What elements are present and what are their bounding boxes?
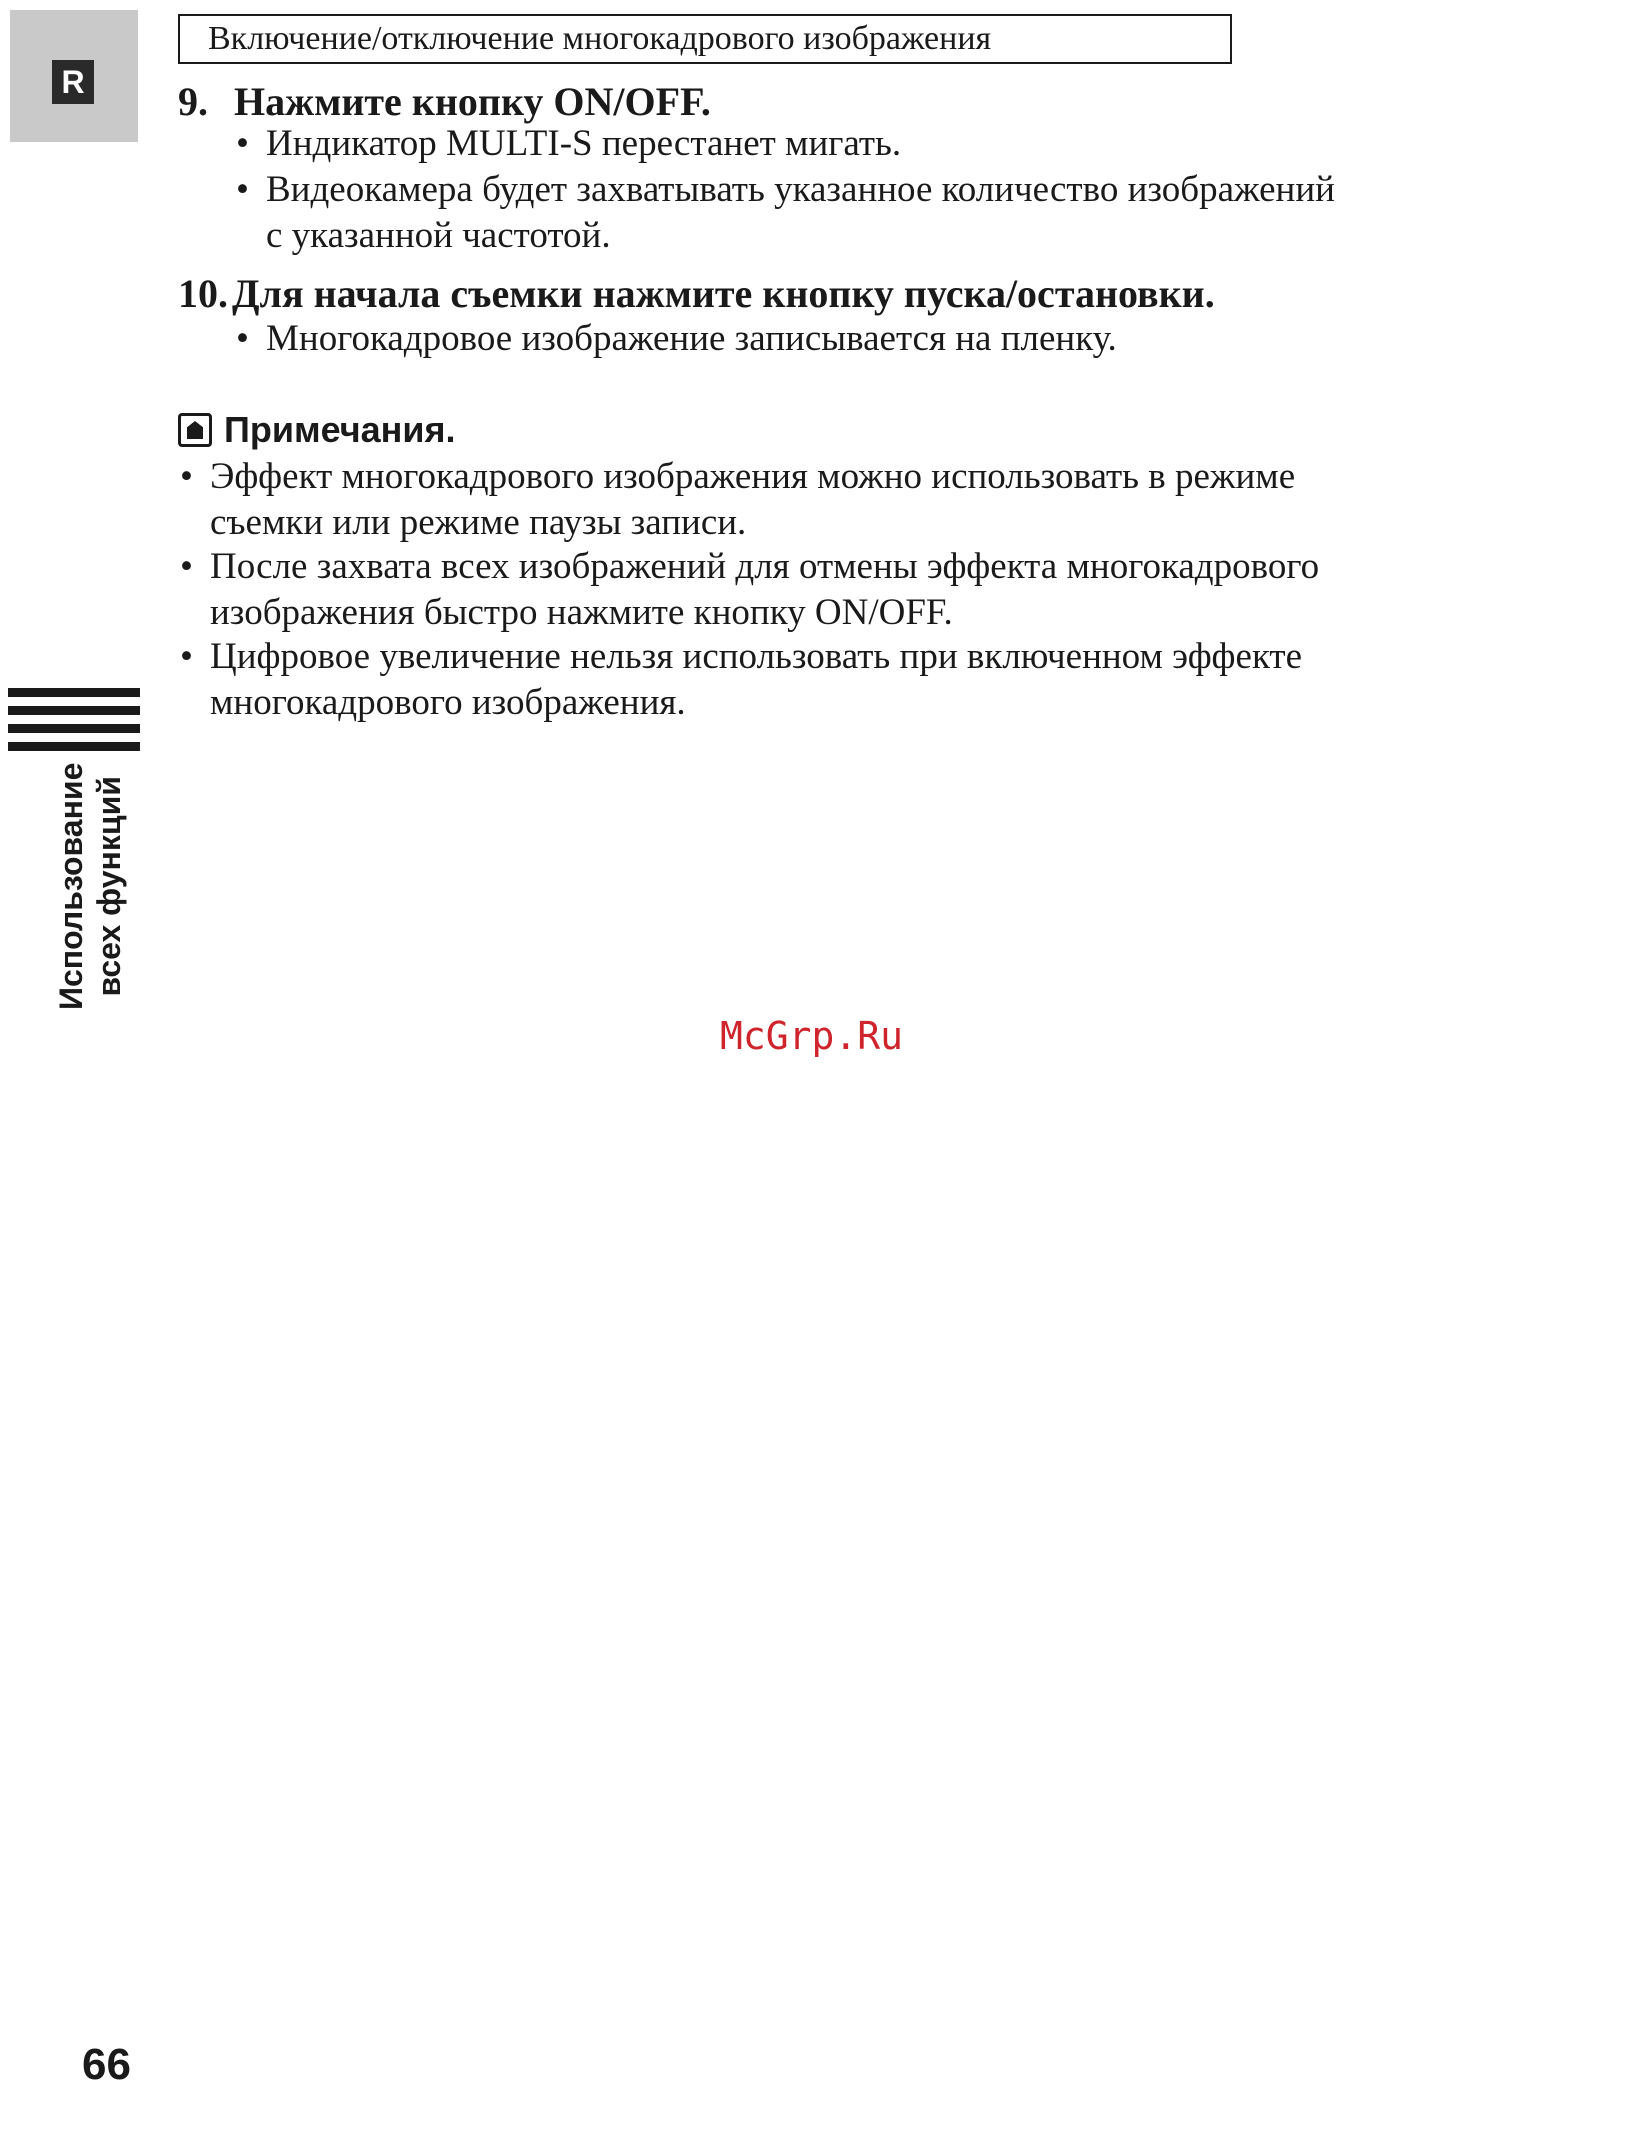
step-number: 10. xyxy=(178,271,228,316)
bullet-text: Индикатор MULTI-S перестанет мигать. xyxy=(266,123,902,164)
side-bar xyxy=(8,706,140,715)
step-9-bullet-1 xyxy=(236,121,901,167)
bullet-dot: • xyxy=(236,169,249,210)
note-item-3 xyxy=(180,634,1302,680)
language-badge: R xyxy=(52,60,94,104)
side-tab-line-2: всех функций xyxy=(91,776,127,997)
side-bar xyxy=(8,724,140,733)
bullet-dot: • xyxy=(236,318,249,359)
step-text: Нажмите кнопку ON/OFF. xyxy=(234,79,711,124)
side-bar xyxy=(8,742,140,751)
notes-heading-text: Примечания. xyxy=(224,409,456,450)
page-number: 66 xyxy=(82,2040,131,2089)
side-tab-bars xyxy=(8,688,140,760)
step-text: Для начала съемки нажмите кнопку пуска/остановки. xyxy=(232,271,1215,316)
note-item-1-cont: съемки или режиме паузы записи. xyxy=(210,502,747,543)
section-heading: Включение/отключение многокадрового изображения xyxy=(178,14,1232,64)
note-text: Эффект многокадрового изображения можно использовать в режиме xyxy=(210,456,1296,497)
step-10-bullet-1 xyxy=(236,316,1117,362)
step-9-bullet-2 xyxy=(236,167,1335,213)
note-item-3-cont: многокадрового изображения. xyxy=(210,682,686,723)
note-text: Цифровое увеличение нельзя использовать при включенном эффекте xyxy=(210,636,1303,677)
side-tab-line-1: Использование xyxy=(53,762,89,1010)
bullet-text: Видеокамера будет захватывать указанное количество изображений xyxy=(266,169,1335,210)
notes-heading xyxy=(178,408,456,452)
bullet-dot: • xyxy=(180,636,193,677)
watermark: McGrp.Ru xyxy=(720,1014,904,1058)
bullet-dot: • xyxy=(180,456,193,497)
step-10-title xyxy=(178,270,1215,318)
note-item-1 xyxy=(180,454,1295,500)
bullet-text: Многокадровое изображение записывается на пленку. xyxy=(266,318,1117,359)
bullet-dot: • xyxy=(236,123,249,164)
note-item-2-cont: изображения быстро нажмите кнопку ON/OFF. xyxy=(210,592,953,633)
note-item-2 xyxy=(180,544,1319,590)
bullet-dot: • xyxy=(180,546,193,587)
note-text: После захвата всех изображений для отмены эффекта многокадрового xyxy=(210,546,1320,587)
side-bar xyxy=(8,688,140,697)
side-tab-label xyxy=(52,763,128,1010)
note-icon xyxy=(178,413,212,447)
step-number: 9. xyxy=(178,79,208,124)
step-9-title xyxy=(178,78,711,126)
step-9-bullet-2-cont: с указанной частотой. xyxy=(266,215,611,256)
